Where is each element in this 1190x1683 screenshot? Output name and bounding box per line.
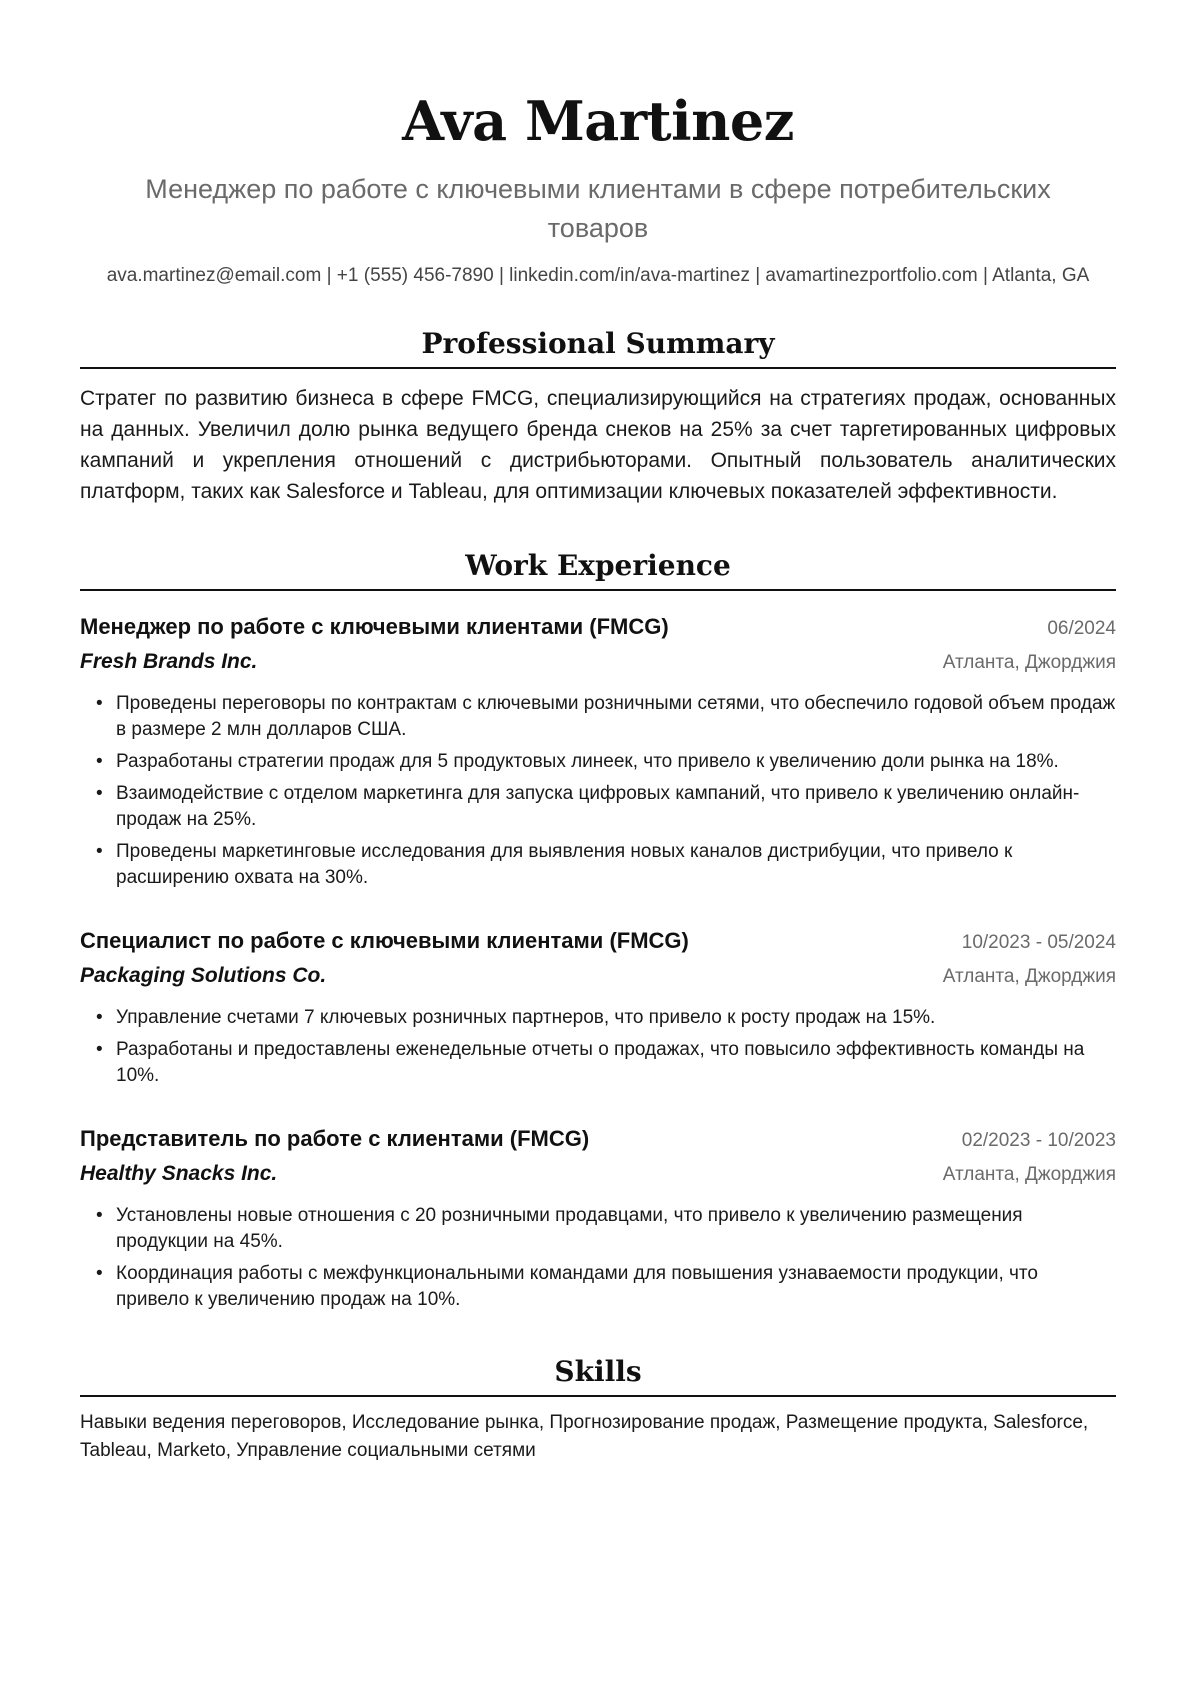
job-entry bbox=[80, 923, 1116, 1089]
job-bullet: • Проведены переговоры по контрактам с ключевыми розничными сетями, что обеспечило годовой объем продаж в размере 2 млн долларов США. bbox=[116, 691, 1116, 743]
job-location: Атланта, Джорджия bbox=[942, 1164, 1116, 1185]
job-location: Атланта, Джорджия bbox=[942, 966, 1116, 987]
job-bullet: • Разработаны и предоставлены еженедельные отчеты о продажах, что повысило эффективность команды на 10%. bbox=[116, 1037, 1116, 1089]
job-bullet: • Разработаны стратегии продаж для 5 продуктовых линеек, что привело к увеличению доли рынка на 18%. bbox=[116, 749, 1116, 775]
job-company-row bbox=[80, 1157, 1116, 1191]
job-bullet: • Взаимодействие с отделом маркетинга для запуска цифровых кампаний, что привело к увеличению онлайн-продаж на 25%. bbox=[116, 781, 1116, 833]
job-company-row bbox=[80, 645, 1116, 679]
job-date: 10/2023 - 05/2024 bbox=[961, 932, 1116, 953]
job-location: Атланта, Джорджия bbox=[942, 652, 1116, 673]
job-company: Packaging Solutions Co. bbox=[80, 964, 327, 987]
candidate-title: Менеджер по работе с ключевыми клиентами в сфере потребительских товаров bbox=[145, 174, 1051, 243]
experience-heading: Work Experience bbox=[80, 547, 1116, 591]
contact-line: ava.martinez@email.com | +1 (555) 456-7890 | linkedin.com/in/ava-martinez | avamartinezportfolio.com | Atlanta, GA bbox=[106, 265, 1090, 286]
summary-section bbox=[80, 325, 1116, 507]
job-title-row bbox=[80, 923, 1116, 959]
job-company: Healthy Snacks Inc. bbox=[80, 1162, 278, 1185]
skills-text: Навыки ведения переговоров, Исследование рынка, Прогнозирование продаж, Размещение продукта, Salesforce, Tableau, Marketo, Управление социальными сетями bbox=[80, 1412, 1089, 1461]
summary-text: Стратег по развитию бизнеса в сфере FMCG, специализирующийся на стратегиях продаж, основанных на данных. Увеличил долю рынка ведущего бренда снеков на 25% за счет таргетированных цифровых кампаний и укрепления отношений с дистрибьюторами. Опытный пользователь аналитических платформ, таких как Salesforce и Tableau, для оптимизации ключевых показателей эффективности. bbox=[80, 387, 1116, 503]
job-title: Менеджер по работе с ключевыми клиентами (FMCG) bbox=[80, 614, 669, 639]
experience-section bbox=[80, 547, 1116, 1313]
summary-heading: Professional Summary bbox=[80, 325, 1116, 369]
job-bullets bbox=[80, 1203, 1116, 1313]
job-bullet: • Проведены маркетинговые исследования для выявления новых каналов дистрибуции, что привело к расширению охвата на 30%. bbox=[116, 839, 1116, 891]
job-title-row bbox=[80, 609, 1116, 645]
job-title: Представитель по работе с клиентами (FMCG) bbox=[80, 1126, 590, 1151]
job-entry bbox=[80, 1121, 1116, 1313]
job-title: Специалист по работе с ключевыми клиентами (FMCG) bbox=[80, 928, 689, 953]
job-bullet: • Координация работы с межфункциональными командами для повышения узнаваемости продукции, что привело к увеличению продаж на 10%. bbox=[116, 1261, 1116, 1313]
resume-page bbox=[80, 0, 1116, 1465]
job-bullets bbox=[80, 1005, 1116, 1089]
job-entry bbox=[80, 609, 1116, 891]
skills-heading: Skills bbox=[80, 1353, 1116, 1397]
candidate-name: Ava Martinez bbox=[402, 89, 794, 153]
job-bullets bbox=[80, 691, 1116, 891]
skills-section bbox=[80, 1353, 1116, 1465]
job-company-row bbox=[80, 959, 1116, 993]
job-bullet: • Установлены новые отношения с 20 розничными продавцами, что привело к увеличению размещения продукции на 45%. bbox=[116, 1203, 1116, 1255]
job-date: 02/2023 - 10/2023 bbox=[961, 1130, 1116, 1151]
job-bullet: • Управление счетами 7 ключевых розничных партнеров, что привело к росту продаж на 15%. bbox=[116, 1005, 1116, 1031]
job-date: 06/2024 bbox=[1047, 618, 1116, 639]
job-company: Fresh Brands Inc. bbox=[80, 650, 258, 673]
job-title-row bbox=[80, 1121, 1116, 1157]
